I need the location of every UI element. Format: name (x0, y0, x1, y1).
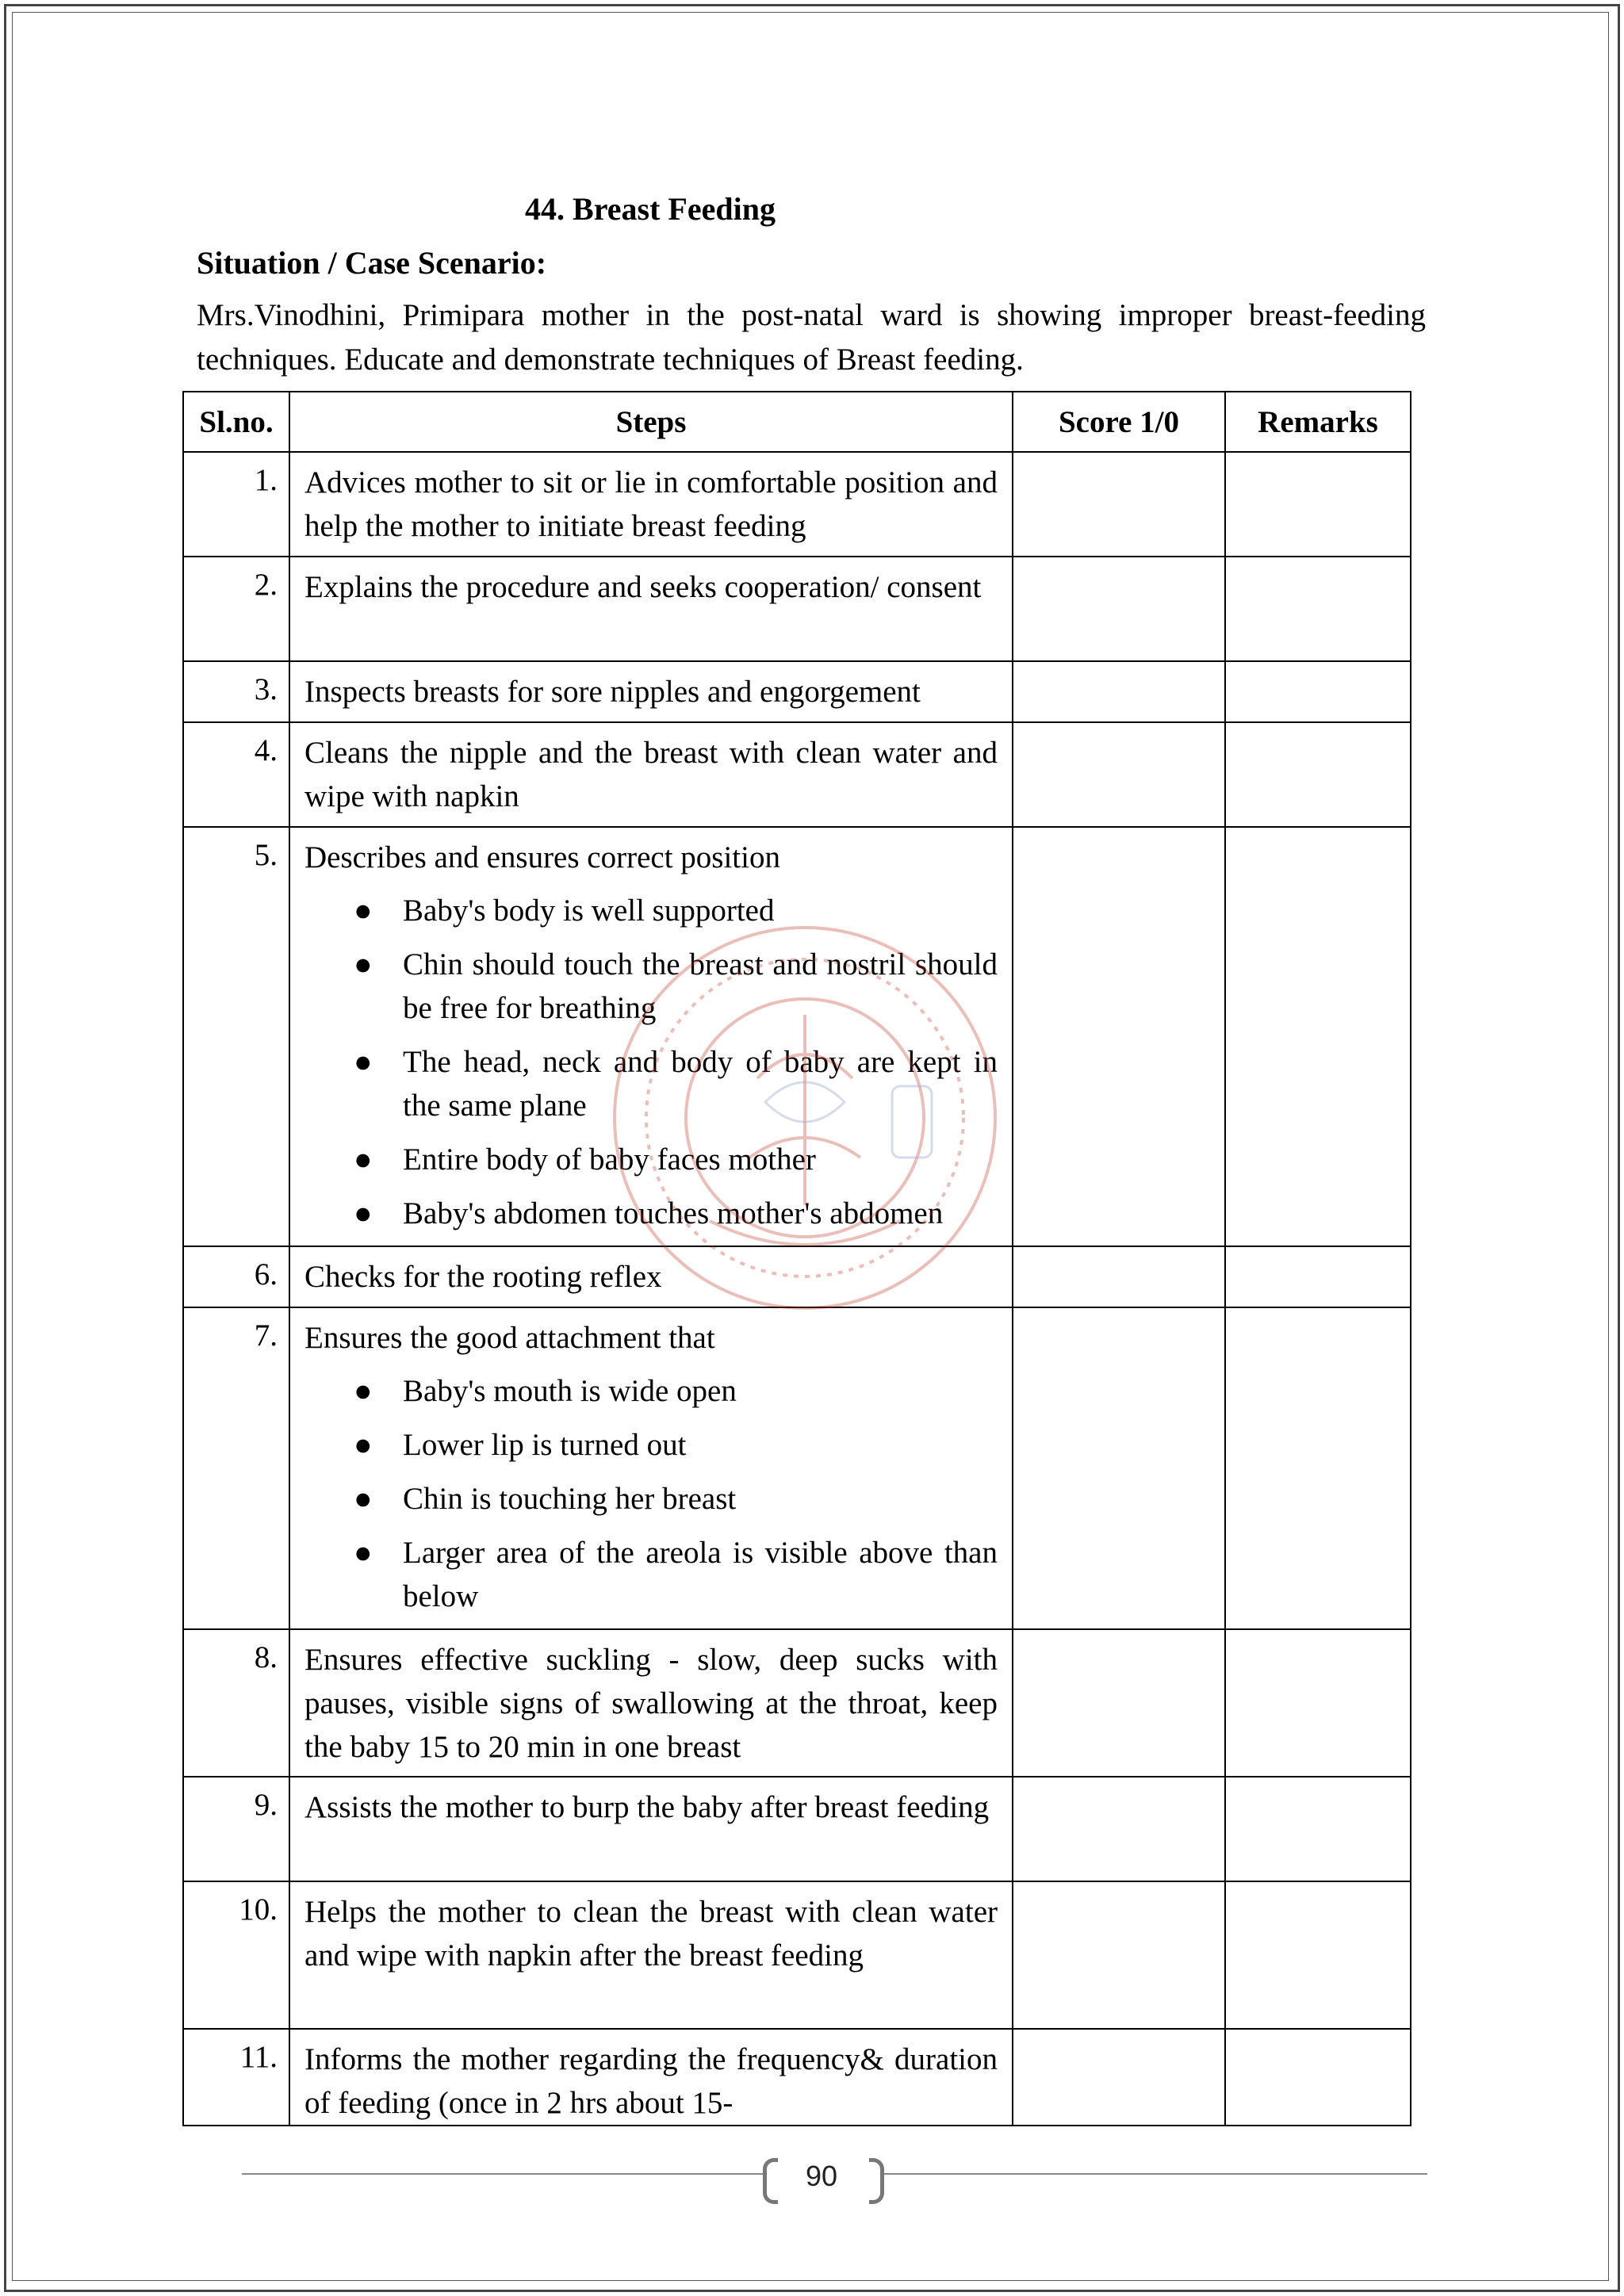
row-number: 11. (183, 2029, 289, 2126)
row-number: 9. (183, 1777, 289, 1881)
row-number: 3. (183, 661, 289, 722)
sub-step-item: ● Baby's mouth is wide open (304, 1369, 998, 1413)
bullet-icon: ● (354, 1374, 373, 1408)
remarks-cell (1225, 1881, 1411, 2029)
step-text (289, 722, 1013, 827)
step-main-text: Cleans the nipple and the breast with clean water and wipe with napkin (304, 736, 998, 813)
table-row (183, 452, 1411, 557)
score-cell (1013, 722, 1225, 827)
sub-step-item: ● Lower lip is turned out (304, 1423, 998, 1467)
step-text (289, 2029, 1013, 2126)
header-remarks: Remarks (1225, 392, 1411, 452)
table-row (183, 2029, 1411, 2126)
remarks-cell (1225, 1246, 1411, 1307)
score-cell (1013, 557, 1225, 661)
row-number: 6. (183, 1246, 289, 1307)
bullet-icon: ● (354, 1482, 373, 1516)
step-main-text: Checks for the rooting reflex (304, 1260, 662, 1294)
table-header-row (183, 392, 1411, 452)
scenario-text: Mrs.Vinodhini, Primipara mother in the post-natal ward is showing improper breast-feeding techniques. Educate and demonstrate techniques of Breast feeding. (197, 298, 1426, 377)
step-main-text: Informs the mother regarding the frequency& duration of feeding (once in 2 hrs about 15- (304, 2042, 998, 2120)
step-text (289, 1629, 1013, 1777)
bullet-icon: ● (354, 1142, 373, 1177)
sub-steps-list (304, 1369, 998, 1618)
sub-step-item: ● Chin should touch the breast and nostril should be free for breathing (304, 943, 998, 1030)
remarks-cell (1225, 1307, 1411, 1629)
sub-step-item: ● Larger area of the areola is visible above than below (304, 1531, 998, 1618)
bullet-icon: ● (354, 1196, 373, 1230)
step-main-text: Assists the mother to burp the baby after breast feeding (304, 1790, 990, 1824)
score-cell (1013, 1777, 1225, 1881)
score-cell (1013, 1629, 1225, 1777)
row-number: 1. (183, 452, 289, 557)
score-cell (1013, 1246, 1225, 1307)
table-row (183, 1307, 1411, 1629)
step-text (289, 452, 1013, 557)
remarks-cell (1225, 1629, 1411, 1777)
table-row (183, 1629, 1411, 1777)
header-steps: Steps (289, 392, 1013, 452)
row-number: 10. (183, 1881, 289, 2029)
step-main-text: Explains the procedure and seeks cooperation/ consent (304, 570, 982, 604)
step-text (289, 661, 1013, 722)
step-main-text: Inspects breasts for sore nipples and engorgement (304, 675, 921, 709)
step-main-text: Helps the mother to clean the breast with clean water and wipe with napkin after the breast feeding (304, 1895, 998, 1973)
table-row (183, 1881, 1411, 2029)
step-main-text: Advices mother to sit or lie in comfortable position and help the mother to initiate breast feeding (304, 465, 998, 543)
row-number: 5. (183, 827, 289, 1246)
step-text (289, 1307, 1013, 1629)
remarks-cell (1225, 557, 1411, 661)
footer-line-right (880, 2173, 1427, 2175)
score-cell (1013, 452, 1225, 557)
row-number: 7. (183, 1307, 289, 1629)
row-number: 2. (183, 557, 289, 661)
page-number: 90 (805, 2160, 838, 2192)
score-cell (1013, 1307, 1225, 1629)
table-row (183, 722, 1411, 827)
step-main-text: Ensures effective suckling - slow, deep sucks with pauses, visible signs of swallowing at the throat, keep the baby 15 to 20 min in one breast (304, 1643, 998, 1764)
bullet-icon: ● (354, 1536, 373, 1570)
score-cell (1013, 2029, 1225, 2126)
sub-step-item: ● Baby's body is well supported (304, 889, 998, 932)
step-text (289, 1246, 1013, 1307)
score-cell (1013, 1881, 1225, 2029)
score-cell (1013, 827, 1225, 1246)
sub-step-item: ● Entire body of baby faces mother (304, 1138, 998, 1181)
step-main-text: Ensures the good attachment that (304, 1321, 715, 1355)
remarks-cell (1225, 2029, 1411, 2126)
step-text (289, 1777, 1013, 1881)
sub-step-item: ● Chin is touching her breast (304, 1477, 998, 1521)
checklist-table (182, 391, 1411, 2126)
sub-steps-list (304, 889, 998, 1235)
remarks-cell (1225, 1777, 1411, 1881)
step-text (289, 827, 1013, 1246)
row-number: 8. (183, 1629, 289, 1777)
document-title: 44. Breast Feeding (525, 191, 776, 227)
bullet-icon: ● (354, 1428, 373, 1462)
table-row (183, 661, 1411, 722)
step-main-text: Describes and ensures correct position (304, 840, 780, 874)
bullet-icon: ● (354, 1045, 373, 1079)
situation-heading: Situation / Case Scenario: (197, 245, 547, 281)
remarks-cell (1225, 452, 1411, 557)
footer-line-left (242, 2173, 764, 2175)
remarks-cell (1225, 722, 1411, 827)
sub-step-item: ● Baby's abdomen touches mother's abdomen (304, 1192, 998, 1235)
header-score: Score 1/0 (1013, 392, 1225, 452)
row-number: 4. (183, 722, 289, 827)
sub-step-item: ● The head, neck and body of baby are kept in the same plane (304, 1040, 998, 1127)
bullet-icon: ● (354, 894, 373, 928)
step-text (289, 1881, 1013, 2029)
remarks-cell (1225, 827, 1411, 1246)
table-row (183, 557, 1411, 661)
step-text (289, 557, 1013, 661)
table-row (183, 827, 1411, 1246)
score-cell (1013, 661, 1225, 722)
table-row (183, 1246, 1411, 1307)
table-row (183, 1777, 1411, 1881)
bullet-icon: ● (354, 947, 373, 982)
header-sl-no: Sl.no. (183, 392, 289, 452)
remarks-cell (1225, 661, 1411, 722)
